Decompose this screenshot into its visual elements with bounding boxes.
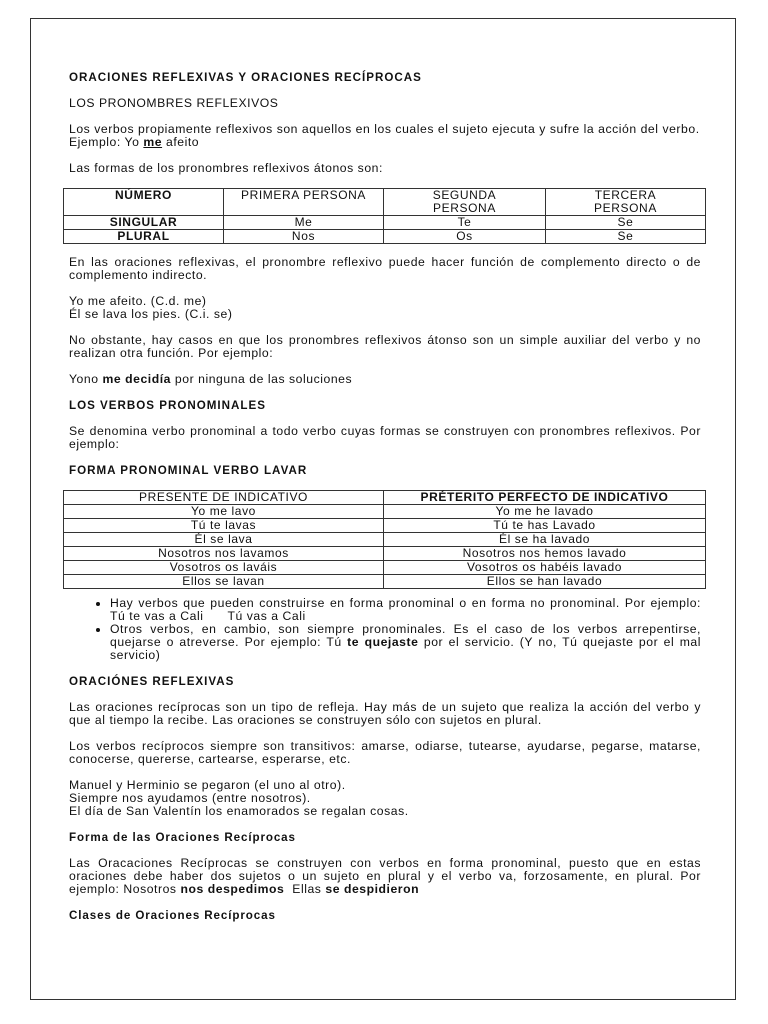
- lavar-cell: Yo me lavo: [64, 505, 384, 519]
- bullet1-tail: Tú vas a Cali: [227, 609, 306, 623]
- pronouns-row-plural: [64, 230, 706, 244]
- section-heading-clases: Clases de Oraciones Recíprocas: [69, 909, 276, 922]
- decidia-prefix: Yono: [69, 372, 103, 386]
- example-line: Él se lava los pies. (C.i. se): [69, 307, 233, 321]
- forms-intro: Las formas de los pronombres reflexivos átonos son:: [69, 161, 383, 175]
- lavar-cell: Ellos se lavan: [64, 575, 384, 589]
- document-content: [69, 71, 701, 935]
- lavar-header-presente: PRESENTE DE INDICATIVO: [64, 491, 384, 505]
- example-line: El día de San Valentín los enamorados se regalan cosas.: [69, 804, 409, 818]
- lavar-cell: Tú te has Lavado: [384, 519, 706, 533]
- forma-mid: Ellas: [284, 882, 326, 896]
- lavar-cell: Vosotros os habéis lavado: [384, 561, 706, 575]
- transitivos-paragraph: Los verbos recíprocos siempre son transitivos: amarse, odiarse, tutearse, ayudarse, pegarse, matarse, conocerse, quererse, cartearse, esperarse, etc.: [69, 739, 701, 766]
- pronouns-cell: Te: [384, 216, 546, 230]
- forma-prefix: Las Oracaciones Recíprocas se construyen con verbos en forma pronominal, puesto que en estas oraciones debe haber dos sujetos o un sujeto en plural y el verbo va, forzosamente, en plural. Por ejemplo: Nosotros: [69, 856, 701, 896]
- bullet2-bold: te quejaste: [347, 635, 419, 649]
- list-item: [110, 597, 701, 623]
- pronouns-cell: PLURAL: [64, 230, 224, 244]
- lavar-cell: Vosotros os laváis: [64, 561, 384, 575]
- forma-bold-1: nos despedimos: [180, 882, 285, 896]
- bullet2-prefix: Otros verbos, en cambio, son siempre pronominales. Es el caso de los verbos arrepentirse, quejarse o atreverse. Por ejemplo: Tú: [110, 622, 701, 649]
- lavar-table: [63, 490, 706, 589]
- lavar-header-preterito: PRÉTERITO PERFECTO DE INDICATIVO: [384, 491, 706, 505]
- section-heading-pronominales: LOS VERBOS PRONOMINALES: [69, 399, 266, 412]
- forma-paragraph: [69, 857, 701, 896]
- lavar-cell: Ellos se han lavado: [384, 575, 706, 589]
- example-line: Yo me afeito. (C.d. me): [69, 294, 207, 308]
- decidia-bold: me decidía: [102, 372, 171, 386]
- pronouns-cell: Se: [546, 230, 706, 244]
- decidia-example: [69, 373, 701, 386]
- section-heading-forma: Forma de las Oraciones Recíprocas: [69, 831, 296, 844]
- pronouns-cell: SINGULAR: [64, 216, 224, 230]
- list-item: [110, 623, 701, 662]
- reciprocal-examples: [69, 779, 701, 818]
- lavar-cell: Nosotros nos lavamos: [64, 547, 384, 561]
- forma-bold-2: se despidieron: [325, 882, 420, 896]
- example-prefix: Ejemplo: Yo: [69, 135, 144, 149]
- intro-text: Los verbos propiamente reflexivos son aquellos en los cuales el sujeto ejecuta y sufre la acción del verbo.: [69, 122, 700, 136]
- reflexive-examples: [69, 295, 701, 321]
- pronominal-definition: Se denomina verbo pronominal a todo verbo cuyas formas se construyen con pronombres reflexivos. Por ejemplo:: [69, 424, 701, 451]
- example-line: Manuel y Herminio se pegaron (el uno al otro).: [69, 778, 346, 792]
- table-row: [64, 533, 706, 547]
- pronouns-cell: Se: [546, 216, 706, 230]
- table-row: [64, 505, 706, 519]
- pronouns-row-singular: [64, 216, 706, 230]
- table-row: [64, 575, 706, 589]
- example-line: [69, 136, 701, 149]
- example-bold: me: [143, 135, 163, 149]
- intro-paragraph: [69, 123, 701, 149]
- lavar-cell: Tú te lavas: [64, 519, 384, 533]
- lavar-cell: Él se ha lavado: [384, 533, 706, 547]
- section-heading-lavar: FORMA PRONOMINAL VERBO LAVAR: [69, 464, 308, 477]
- lavar-cell: Nosotros nos hemos lavado: [384, 547, 706, 561]
- pronouns-table-header: [64, 189, 706, 216]
- pronominal-bullet-list: [69, 597, 701, 662]
- table-row: [64, 547, 706, 561]
- pronouns-cell: Me: [224, 216, 384, 230]
- pronouns-cell: Os: [384, 230, 546, 244]
- bullet2-suffix: por el servicio. (Y no, Tú quejaste por el mal servicio): [110, 635, 701, 662]
- decidia-suffix: por ninguna de las soluciones: [170, 372, 353, 386]
- reciprocas-definition: Las oraciones recíprocas son un tipo de refleja. Hay más de un sujeto que realiza la acción del verbo y que al tiempo la recibe. Las oraciones se construyen sólo con sujetos en plural.: [69, 700, 701, 727]
- section-heading-pronombres: LOS PRONOMBRES REFLEXIVOS: [69, 96, 279, 110]
- lavar-cell: Él se lava: [64, 533, 384, 547]
- lavar-table-header: [64, 491, 706, 505]
- document-title: ORACIONES REFLEXIVAS Y ORACIONES RECÍPROCAS: [69, 71, 422, 84]
- pronouns-header-numero: NÚMERO: [64, 189, 224, 216]
- pronouns-table: [63, 188, 706, 244]
- bullet1-text: Hay verbos que pueden construirse en forma pronominal o en forma no pronominal. Por ejemplo: Tú te vas a Cali: [110, 596, 701, 623]
- example-line: Siempre nos ayudamos (entre nosotros).: [69, 791, 311, 805]
- pronouns-cell: Nos: [224, 230, 384, 244]
- pronouns-header-primera: PRIMERA PERSONA: [224, 189, 384, 216]
- auxiliary-paragraph: No obstante, hay casos en que los pronombres reflexivos átonso son un simple auxiliar del verbo y no realizan otra función. Por ejemplo:: [69, 333, 701, 360]
- pronouns-header-segunda: SEGUNDA PERSONA: [384, 189, 546, 216]
- pronouns-header-tercera: TERCERA PERSONA: [546, 189, 706, 216]
- example-suffix: afeito: [162, 135, 200, 149]
- reflexive-function-paragraph: En las oraciones reflexivas, el pronombre reflexivo puede hacer función de complemento directo o de complemento indirecto.: [69, 255, 701, 282]
- lavar-cell: Yo me he lavado: [384, 505, 706, 519]
- section-heading-reflexivas: ORACIÓNES REFLEXIVAS: [69, 675, 235, 688]
- table-row: [64, 561, 706, 575]
- table-row: [64, 519, 706, 533]
- document-page: [30, 18, 736, 1000]
